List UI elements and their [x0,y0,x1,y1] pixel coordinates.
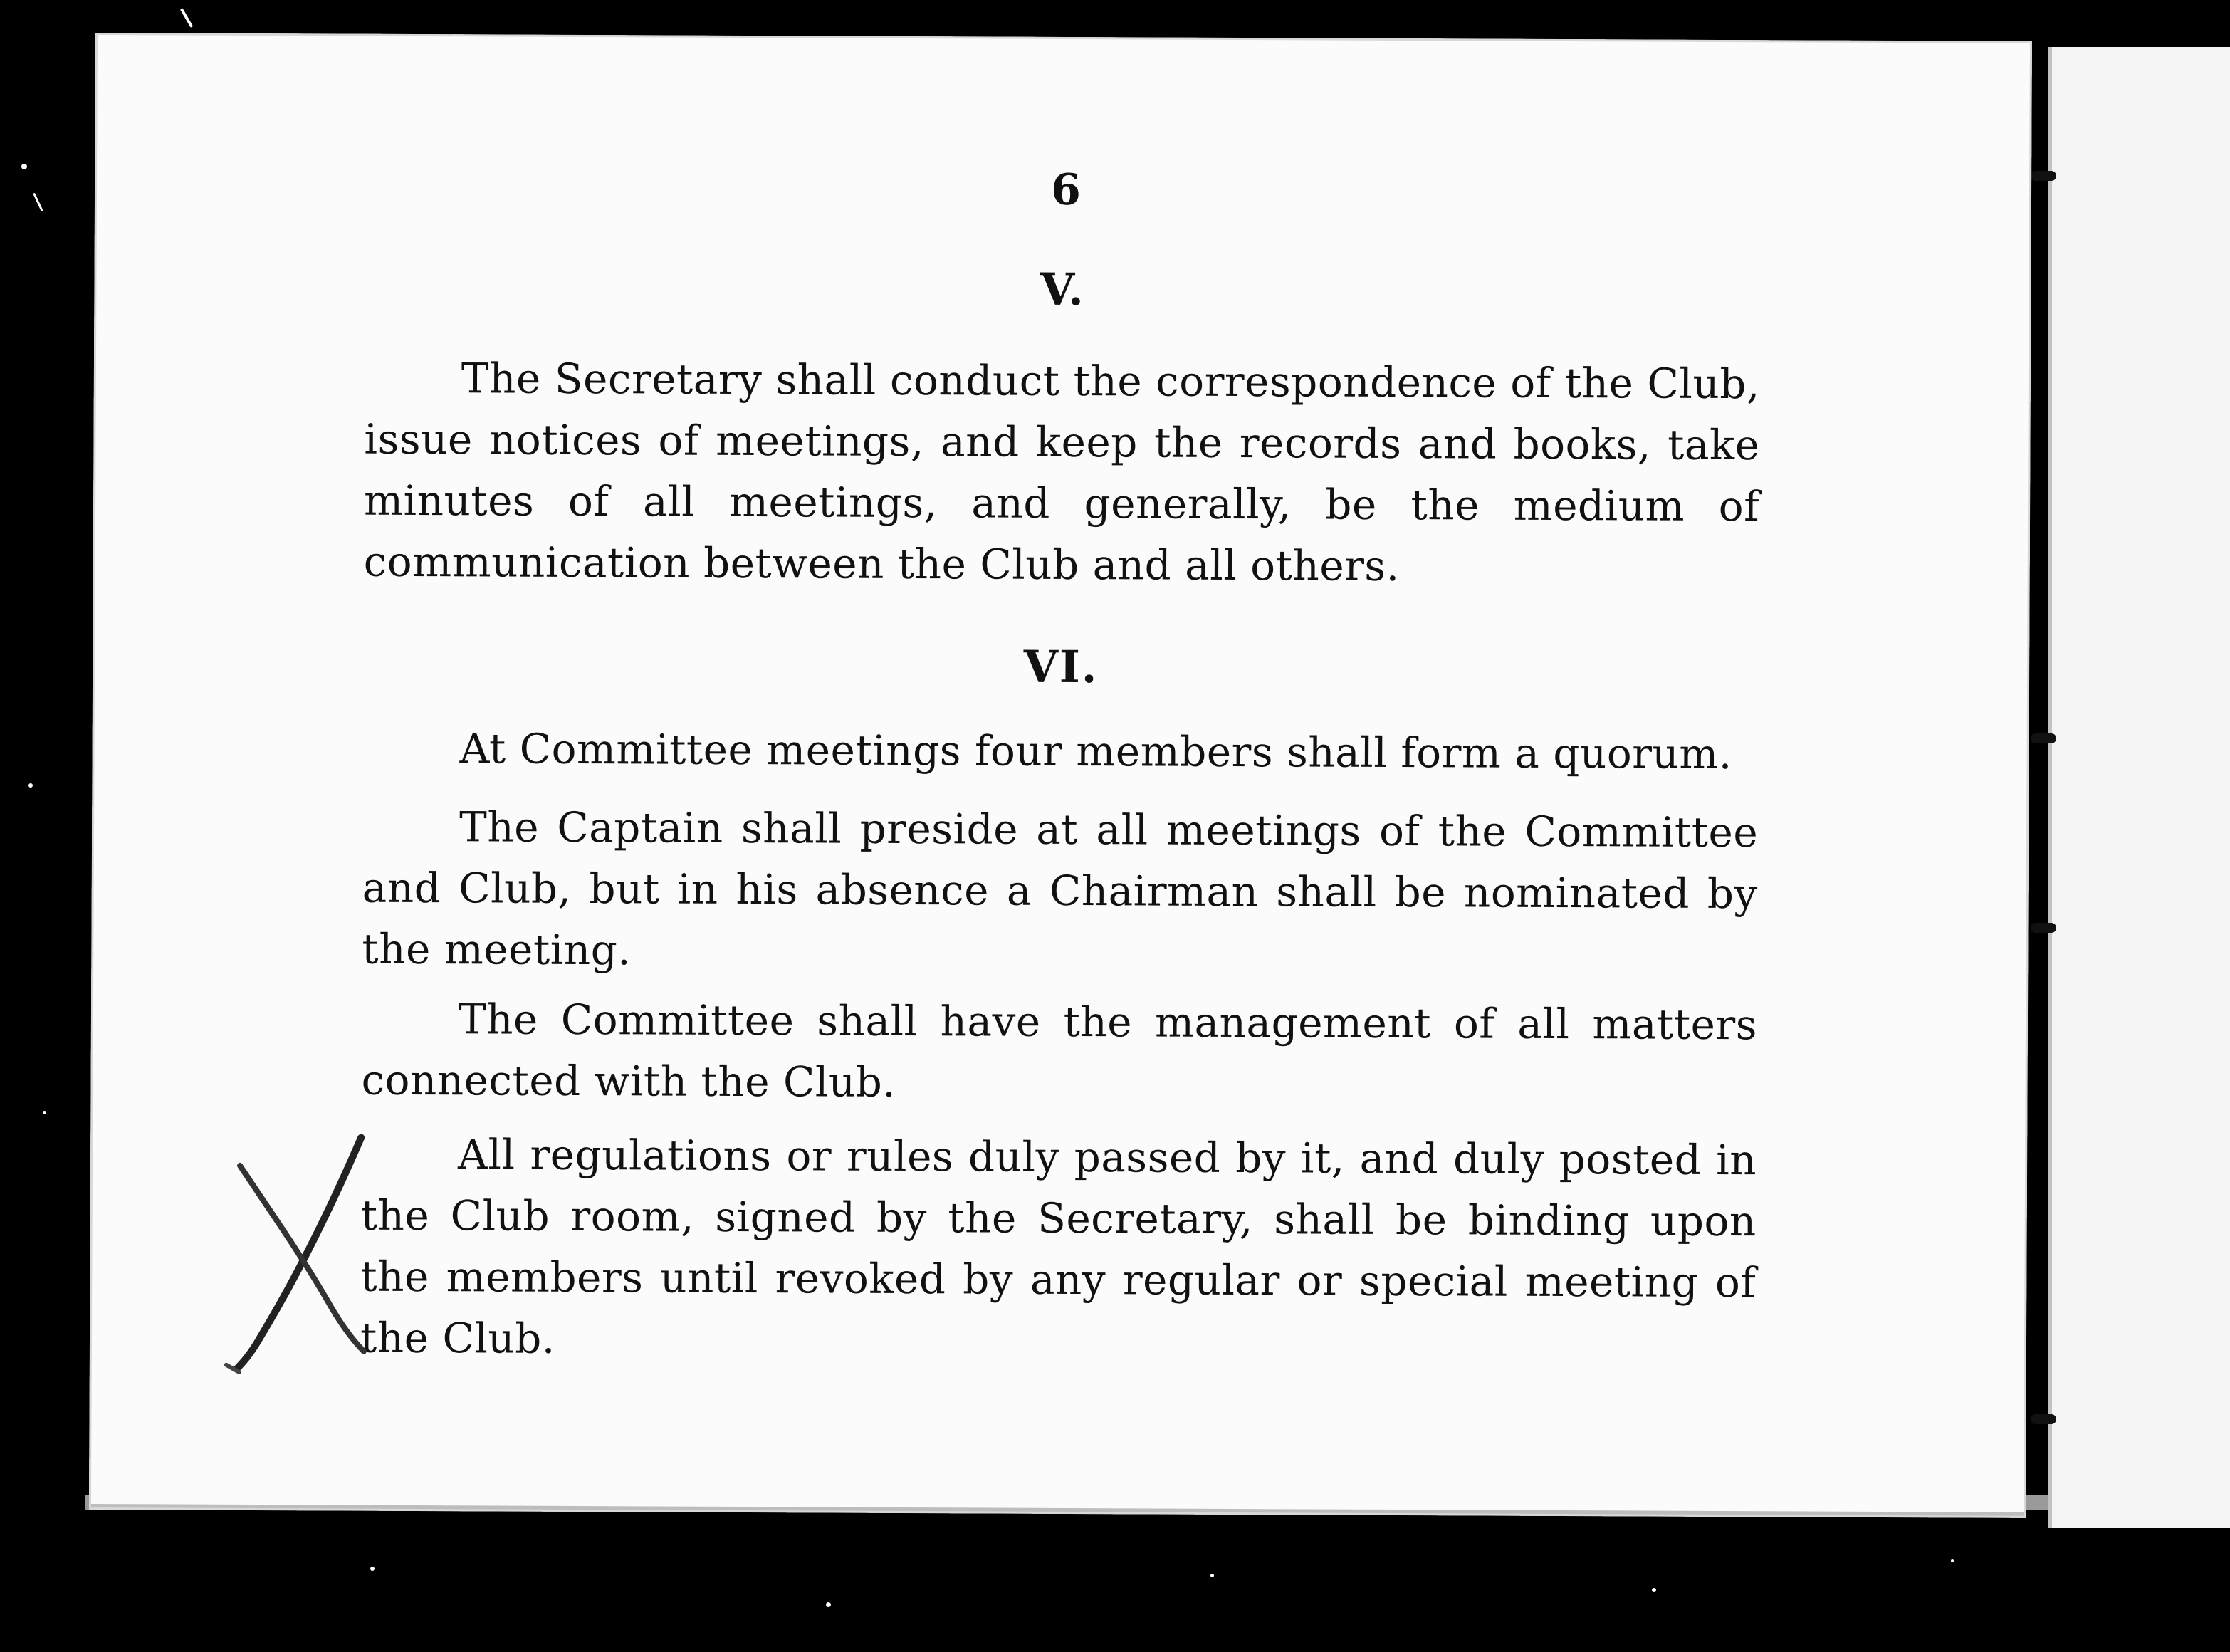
binding-staple-mark [2031,171,2056,181]
section-v-paragraph: The Secretary shall conduct the correspondence of the Club, issue notices of meetings, and keep the records and books, take minutes of all meetings, and generally, be the medium of communication between the Club and all others. [363,354,1761,590]
scan-speck [370,1567,375,1571]
section-vi-paragraph-regulations: All regulations or rules duly passed by it, and duly posted in the Club room, signed by the Secretary, shall be binding upon the members until revoked by any regular or special meeting of the Club. [360,1130,1757,1363]
scan-speck [826,1602,831,1607]
facing-page-edge [2048,47,2230,1528]
section-vi-paragraph-quorum: At Committee meetings four members shall form a quorum. [459,724,1732,779]
scan-speck [43,1111,46,1114]
page-content [89,33,2032,1518]
binding-staple-mark [2031,1414,2056,1424]
section-heading-vi: VI. [1023,640,1099,694]
scan-speck [1652,1588,1656,1592]
scan-speck [1210,1574,1214,1577]
page-number: 6 [1051,164,1082,216]
binding-staple-mark [2031,733,2056,743]
section-vi-paragraph-management: The Committee shall have the management of all matters connected with the Club. [361,995,1758,1107]
binding-staple-mark [2031,923,2056,933]
scan-speck [21,164,27,169]
handwritten-x-mark-icon [218,1123,390,1380]
scan-speck [1951,1559,1954,1562]
scan-speck [180,8,193,28]
scan-speck [33,193,43,212]
section-vi-paragraph-captain: The Captain shall preside at all meetings of the Committee and Club, but in his absence a Chairman shall be nominated by the meeting. [362,803,1759,975]
section-heading-v: V. [1040,263,1086,316]
scan-speck [28,783,33,788]
document-page [89,33,2032,1518]
